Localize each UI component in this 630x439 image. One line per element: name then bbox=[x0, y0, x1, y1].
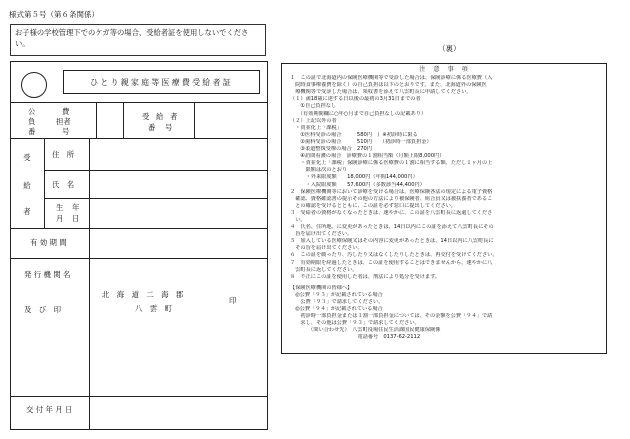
notes-line: 療機関等で受診した場合は、領収書を添えて八雲町長に申請してください。 bbox=[290, 89, 472, 96]
notes-line: 【保険医療機関の皆様へ】 bbox=[290, 284, 353, 291]
birth-label-1: 生 bbox=[56, 203, 64, 212]
divider bbox=[10, 138, 268, 139]
jukyu-label-4: 番 bbox=[148, 123, 156, 132]
validity-label: 有 効 期 間 bbox=[30, 238, 67, 247]
notes-line: （有効期間欄に○年○月まで自己負担なしの記載あり） bbox=[290, 110, 427, 117]
back-side-label: （裏） bbox=[438, 44, 461, 53]
divider bbox=[89, 258, 90, 429]
notes-line: ・責並化上「課税」保険診療に係る医療費の１割に相当する額、ただし１ヶ月の上 bbox=[290, 160, 493, 167]
notes-line: （２）上記以外の者 bbox=[290, 117, 337, 124]
notes-line: ・外来限度額 18,000円（年間144,000円） bbox=[290, 174, 418, 181]
notes-line: （問い合わせ先） 八雲町役場住民生活課国民健康保険係 bbox=[290, 327, 441, 334]
seal-circle bbox=[21, 72, 47, 98]
divider bbox=[10, 228, 268, 229]
issuer-label-seal: 及 び 印 bbox=[24, 305, 61, 314]
notes-line: ②歯科受診の場合 510円 （初診時一部負担金） bbox=[290, 138, 432, 145]
notes-line: ①自己負担なし bbox=[290, 103, 337, 110]
notes-line: 院時食事療養費を除く）の自己負担は以下のとおりです。また、北海道外の保険医 bbox=[290, 82, 487, 89]
birth-label-3: 月 bbox=[56, 214, 64, 223]
divider bbox=[123, 102, 124, 138]
notes-line: 限額は次のとおり bbox=[290, 167, 348, 174]
futan-label-3: 負 bbox=[28, 117, 36, 126]
notes-line: （１）満18歳に達する日以後の最初の3月31日までの者 bbox=[290, 96, 421, 103]
birth-label-2: 年 bbox=[72, 203, 80, 212]
notes-lines bbox=[290, 75, 600, 341]
divider bbox=[10, 396, 268, 397]
notes-line: ２ 保険医療機関等において診療を受ける場合は、医療保険各法の規定による電子資格 bbox=[290, 188, 493, 195]
notes-line: ７ 有効期限を経過したときは、この証を使用することはできませんから、速やかに八 bbox=[290, 259, 493, 266]
notes-line: ８ 不正にこの証を使用した者は、刑法により処分を受けます。 bbox=[290, 273, 441, 280]
notes-line: 公費「９３」で請求してください。 bbox=[290, 299, 384, 305]
address-label: 住 所 bbox=[52, 150, 75, 159]
jukyu-label-1: 受 bbox=[142, 112, 150, 121]
recipient-label-1: 受 bbox=[23, 153, 31, 162]
notes-line: 初診時一部負担金または１割一部負担金については、その金額を公費「９４」で請 bbox=[290, 313, 493, 320]
name-label: 氏 名 bbox=[52, 180, 75, 189]
issue-date-label: 交 付 年 月 日 bbox=[26, 405, 73, 414]
notes-line: ６ この証を破ったり、汚したり又はなくしたりしたときは、再交付を受けてください。 bbox=[290, 252, 498, 259]
jukyu-label-5: 号 bbox=[165, 123, 173, 132]
notes-line: 電話番号 0137-62-2112 bbox=[290, 334, 421, 341]
usage-notice: お子様の学校管理下でのケガ等の場合、受給者証を使用しないでください。 bbox=[10, 24, 266, 56]
divider bbox=[10, 102, 268, 103]
notes-line: その旨を届け出てください。 bbox=[290, 245, 363, 252]
notes-line: ①医科受診の場合 580円 ｝※初診時に限る bbox=[290, 131, 418, 138]
notes-line: ◎公費「９４」が記載されている場合 bbox=[290, 306, 383, 313]
futan-label-1: 公 bbox=[28, 107, 36, 116]
divider bbox=[44, 138, 45, 228]
issuer-town: 八 雲 町 bbox=[135, 304, 172, 313]
form-number: 様式第５号（第６条関係） bbox=[9, 10, 99, 19]
notes-line: ・入院限度額 57,600円（多数該当44,400円） bbox=[290, 181, 425, 188]
futan-label-5: 番 bbox=[28, 127, 36, 136]
notes-line: 求し、その他は公費「９３」で請求してください。 bbox=[290, 320, 420, 327]
jukyu-label-2: 給 bbox=[156, 112, 164, 121]
divider bbox=[10, 258, 268, 259]
futan-label-6: 号 bbox=[62, 127, 70, 136]
birth-label-4: 日 bbox=[72, 214, 80, 223]
futan-label-2: 費 bbox=[62, 107, 70, 116]
issuer-seal-mark: 印 bbox=[229, 296, 237, 305]
notes-line: い。 bbox=[290, 216, 306, 223]
divider bbox=[44, 170, 268, 171]
notes-line: ④訪問看護の場合 診療費の１割相当額（月額上限8,000円） bbox=[290, 153, 445, 160]
notes-line: 確認、資格確認書の提示その他の方法により被保険者、組合員又は被扶養者であるこ bbox=[290, 195, 493, 202]
notes-line: ・責並化上「課税」 bbox=[290, 124, 342, 131]
notes-line: 旨を届け出てください。 bbox=[290, 231, 353, 238]
recipient-label-2: 給 bbox=[23, 181, 31, 190]
divider bbox=[194, 102, 195, 138]
notes-line: ◎公費「９３」が記載されている場合 bbox=[290, 291, 383, 298]
notes-heading: 注 意 事 項 bbox=[419, 66, 471, 73]
notes-line: との確認を受けるとともに、この証を必ず窓口に提出してください。 bbox=[290, 202, 457, 209]
notes-line: １ この証で北海道内の保険医療機関等で受診した場合は、保険診療に係る医療費（入 bbox=[290, 75, 493, 82]
notes-line: 雲町長に返してください。 bbox=[290, 266, 358, 273]
recipient-label-3: 者 bbox=[23, 207, 31, 216]
issuer-name: 北 海 道 二 海 郡 bbox=[102, 290, 184, 299]
notes-panel bbox=[290, 66, 600, 342]
notes-line: ３ 受給者の資格がなくなったときは、速やかに、この証を八雲町長に返還してくださ bbox=[290, 209, 493, 216]
notes-line: ５ 加入している医療保険又はその内容に変更があったときは、14日以内に八雲町長に bbox=[290, 238, 494, 245]
futan-label-4: 担者 bbox=[56, 117, 71, 126]
certificate-title: ひとり親家庭等医療費受給者証 bbox=[63, 70, 260, 94]
divider bbox=[44, 198, 268, 199]
notes-line: ③柔道整復受療の場合 270円 bbox=[290, 146, 372, 153]
divider bbox=[96, 102, 97, 138]
divider bbox=[89, 228, 90, 258]
divider bbox=[89, 138, 90, 228]
jukyu-label-3: 者 bbox=[170, 112, 178, 121]
issuer-label: 発 行 機 関 名 bbox=[24, 270, 71, 279]
notes-line: ４ 氏名、住所地、に変更があったときは、14日以内にこの証を添えて八雲町長にその bbox=[290, 224, 494, 231]
